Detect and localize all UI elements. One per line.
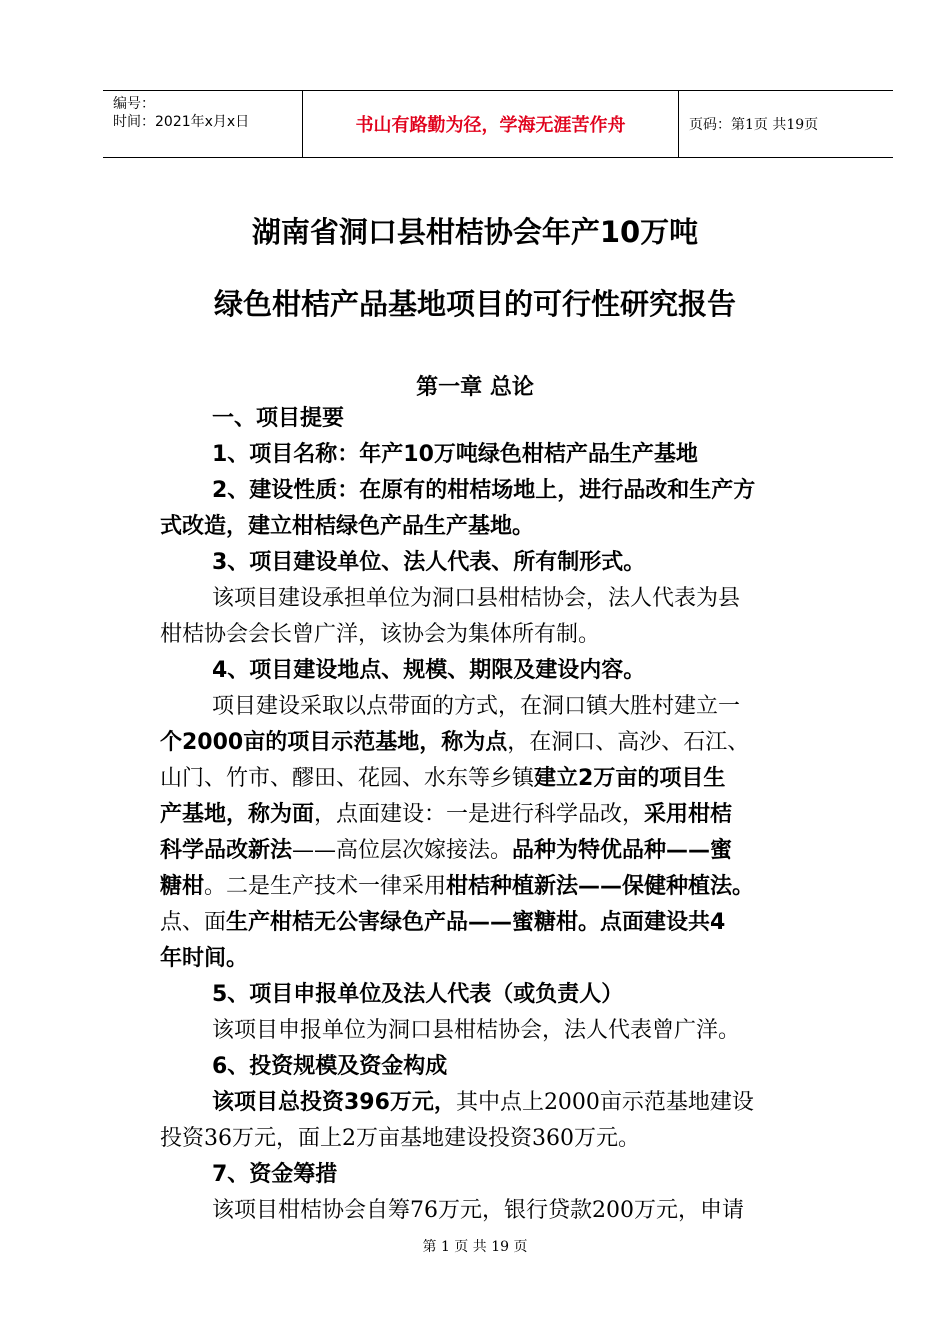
section-heading: 一、项目提要 bbox=[212, 406, 345, 431]
p4-5-bold2: 品种为特优品种——蜜 bbox=[512, 838, 733, 863]
item-7: 7、资金筹措 bbox=[212, 1162, 338, 1187]
p6-1-bold: 该项目总投资396万元， bbox=[212, 1090, 456, 1115]
header-page-cell bbox=[679, 91, 893, 157]
document-title-line1: 湖南省洞口县柑桔协会年产10万吨 bbox=[251, 215, 699, 249]
chapter-heading: 第一章 总论 bbox=[416, 375, 534, 400]
p4-6-bold: 糖柑 bbox=[160, 874, 205, 899]
p4-7-text: 点、面 bbox=[160, 910, 227, 935]
paragraph-4-line7 bbox=[160, 905, 840, 941]
paragraph-4-line3 bbox=[160, 761, 840, 797]
header-meta-cell bbox=[103, 91, 303, 157]
p4-5-text: ——高位层次嫁接法。 bbox=[292, 838, 513, 863]
document-title-line2: 绿色柑桔产品基地项目的可行性研究报告 bbox=[213, 287, 736, 321]
paragraph-3-line2: 柑桔协会会长曾广洋，该协会为集体所有制。 bbox=[160, 622, 601, 647]
page-footer: 第 1 页 共 19 页 bbox=[422, 1239, 528, 1255]
item-3: 3、项目建设单位、法人代表、所有制形式。 bbox=[212, 550, 646, 575]
paragraph-4-line4 bbox=[160, 797, 840, 833]
p4-7-bold: 生产柑桔无公害绿色产品——蜜糖柑。点面建设共4 bbox=[226, 910, 726, 935]
p4-6-text: 。二是生产技术一律采用 bbox=[204, 874, 447, 899]
item-6: 6、投资规模及资金构成 bbox=[212, 1054, 448, 1079]
p4-3-bold: 建立2万亩的项目生 bbox=[534, 766, 726, 791]
p4-2-bold: 个2000亩的项目示范基地，称为点 bbox=[160, 730, 508, 755]
paragraph-4-line6 bbox=[160, 869, 840, 905]
number-label: 编号： bbox=[113, 96, 155, 112]
item-4: 4、项目建设地点、规模、期限及建设内容。 bbox=[212, 658, 646, 683]
paragraph-4-line5 bbox=[160, 833, 840, 869]
paragraph-3-line1: 该项目建设承担单位为洞口县柑桔协会，法人代表为县 bbox=[212, 586, 741, 611]
paragraph-4-line8: 年时间。 bbox=[160, 946, 249, 971]
p6-1-text: 其中点上2000亩示范基地建设 bbox=[455, 1090, 754, 1115]
header-motto-cell bbox=[303, 91, 679, 157]
page-code: 页码：第1页 共19页 bbox=[689, 117, 819, 133]
item-5: 5、项目申报单位及法人代表（或负责人） bbox=[212, 982, 624, 1007]
p4-4-bold: 产基地，称为面 bbox=[160, 802, 315, 827]
paragraph-4-line1: 项目建设采取以点带面的方式，在洞口镇大胜村建立一 bbox=[212, 694, 741, 719]
document-header bbox=[103, 90, 893, 158]
p4-2-text: ，在洞口、高沙、石江、 bbox=[507, 730, 750, 755]
paragraph-5: 该项目申报单位为洞口县柑桔协会，法人代表曾广洋。 bbox=[212, 1018, 741, 1043]
document-body bbox=[160, 401, 840, 1229]
p4-4-text: ，点面建设：一是进行科学品改， bbox=[314, 802, 645, 827]
paragraph-6-line1 bbox=[160, 1085, 840, 1121]
time-label: 时间：2021年x月x日 bbox=[113, 114, 250, 130]
p4-6-bold2: 柑桔种植新法——保健种植法。 bbox=[446, 874, 755, 899]
item-2: 2、建设性质：在原有的柑桔场地上，进行品改和生产方 bbox=[212, 478, 756, 503]
paragraph-7: 该项目柑桔协会自筹76万元，银行贷款200万元，申请 bbox=[212, 1198, 744, 1223]
motto: 书山有路勤为径，学海无涯苦作舟 bbox=[355, 115, 626, 136]
paragraph-4-line2 bbox=[160, 725, 840, 761]
p4-5-bold: 科学品改新法 bbox=[160, 838, 293, 863]
paragraph-6-line2: 投资36万元，面上2万亩基地建设投资360万元。 bbox=[160, 1126, 640, 1151]
p4-3-text: 山门、竹市、醪田、花园、水东等乡镇 bbox=[160, 766, 535, 791]
item-2-cont: 式改造，建立柑桔绿色产品生产基地。 bbox=[160, 514, 535, 539]
item-1: 1、项目名称：年产10万吨绿色柑桔产品生产基地 bbox=[212, 442, 698, 467]
p4-4-bold2: 采用柑桔 bbox=[644, 802, 733, 827]
